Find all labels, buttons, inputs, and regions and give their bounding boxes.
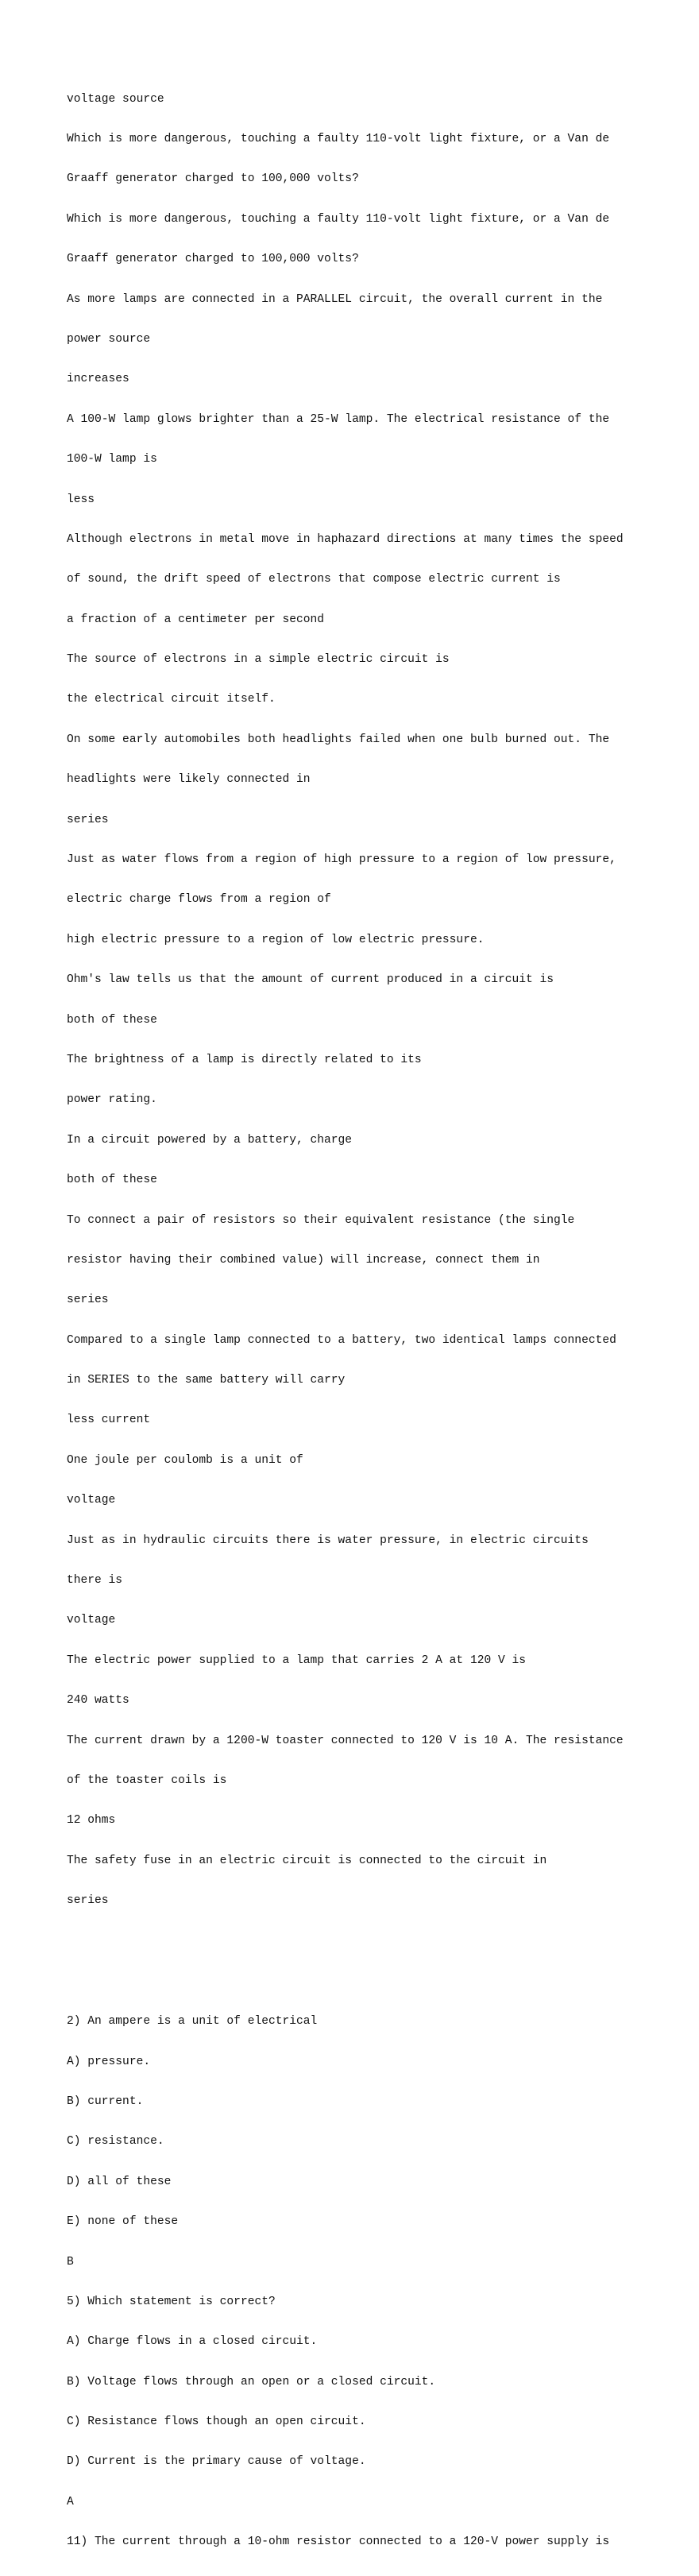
text-line: voltage source [67, 92, 164, 106]
text-line: The brightness of a lamp is directly related to its [67, 1053, 422, 1066]
text-line: power source [67, 332, 151, 346]
text-line: Which is more dangerous, touching a faulty 110-volt light fixture, or a Van de [67, 212, 610, 226]
text-line: The current drawn by a 1200-W toaster connected to 120 V is 10 A. The resistance [67, 1734, 624, 1747]
text-line: 100-W lamp is [67, 453, 157, 466]
text-line: Although electrons in metal move in haphazard directions at many times the speed [67, 532, 624, 546]
text-line: Just as water flows from a region of high pressure to a region of low pressure, [67, 853, 616, 867]
text-line: power rating. [67, 1093, 157, 1107]
text-line: voltage [67, 1614, 116, 1627]
text-line: a fraction of a centimeter per second [67, 613, 325, 626]
text-line: resistor having their combined value) will increase, connect them in [67, 1253, 540, 1267]
text-line: the electrical circuit itself. [67, 693, 276, 706]
text-line: of sound, the drift speed of electrons that compose electric current is [67, 573, 561, 586]
text-line: Which is more dangerous, touching a faulty 110-volt light fixture, or a Van de [67, 132, 610, 145]
multiple-choice-section [67, 1989, 651, 2576]
text-line: 11) The current through a 10-ohm resistor connected to a 120-V power supply is [67, 2535, 610, 2549]
text-line: there is [67, 1574, 123, 1588]
text-line: both of these [67, 1013, 157, 1027]
text-line: less [67, 493, 95, 506]
text-line: headlights were likely connected in [67, 773, 311, 787]
text-line: B) current. [67, 2094, 144, 2108]
text-line: The source of electrons in a simple electric circuit is [67, 653, 450, 667]
text-line: C) Resistance flows though an open circuit. [67, 2415, 366, 2429]
text-line: less current [67, 1414, 151, 1427]
text-line: To connect a pair of resistors so their equivalent resistance (the single [67, 1213, 575, 1227]
text-line: D) all of these [67, 2175, 172, 2188]
text-line: One joule per coulomb is a unit of [67, 1453, 303, 1467]
text-line: 2) An ampere is a unit of electrical [67, 2015, 318, 2029]
text-line: B [67, 2255, 74, 2269]
text-line: The electric power supplied to a lamp that carries 2 A at 120 V is [67, 1654, 527, 1667]
text-line: Just as in hydraulic circuits there is water pressure, in electric circuits [67, 1534, 589, 1547]
text-line: in SERIES to the same battery will carry [67, 1374, 346, 1387]
text-line: series [67, 1294, 109, 1307]
text-line: On some early automobiles both headlights failed when one bulb burned out. The [67, 733, 610, 746]
text-line: 12 ohms [67, 1814, 116, 1828]
text-line: both of these [67, 1174, 157, 1187]
text-line: electric charge flows from a region of [67, 893, 331, 907]
text-line: B) Voltage flows through an open or a closed circuit. [67, 2375, 436, 2388]
text-line: series [67, 1894, 109, 1908]
text-line: In a circuit powered by a battery, charge [67, 1133, 353, 1147]
text-line: series [67, 813, 109, 826]
text-line: of the toaster coils is [67, 1774, 227, 1787]
text-line: D) Current is the primary cause of voltage. [67, 2455, 366, 2469]
text-line: As more lamps are connected in a PARALLEL circuit, the overall current in the [67, 292, 603, 306]
text-line: Graaff generator charged to 100,000 volts? [67, 253, 359, 266]
text-line: 240 watts [67, 1694, 129, 1708]
text-line: C) resistance. [67, 2135, 164, 2149]
text-line: increases [67, 373, 129, 386]
text-line: Ohm's law tells us that the amount of current produced in a circuit is [67, 973, 554, 987]
qa-section [67, 66, 651, 1935]
text-line: The safety fuse in an electric circuit is connected to the circuit in [67, 1854, 547, 1867]
section-spacer [67, 1935, 651, 1989]
text-line: E) none of these [67, 2215, 179, 2229]
text-line: high electric pressure to a region of low electric pressure. [67, 933, 485, 946]
text-line: Compared to a single lamp connected to a battery, two identical lamps connected [67, 1333, 616, 1347]
text-line: A) Charge flows in a closed circuit. [67, 2335, 318, 2349]
text-line: A) pressure. [67, 2055, 151, 2068]
text-line: 5) Which statement is correct? [67, 2295, 276, 2308]
text-line: A 100-W lamp glows brighter than a 25-W lamp. The electrical resistance of the [67, 412, 610, 426]
text-line: Graaff generator charged to 100,000 volts? [67, 172, 359, 186]
text-line: A [67, 2495, 74, 2508]
text-line: voltage [67, 1494, 116, 1507]
